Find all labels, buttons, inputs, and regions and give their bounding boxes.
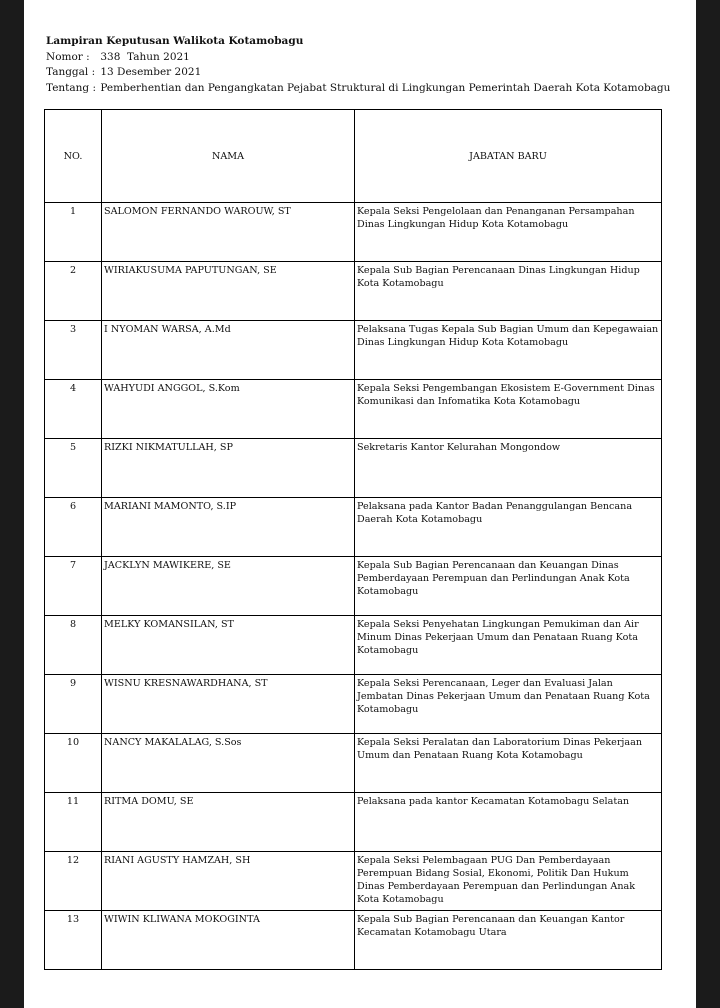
cell-nama: I NYOMAN WARSA, A.Md	[102, 321, 355, 380]
header-row-tanggal	[46, 65, 670, 81]
table-row	[45, 380, 662, 439]
header-key-tentang: Tentang	[46, 81, 90, 94]
cell-jabatan: Kepala Seksi Pengembangan Ekosistem E-Government Dinas Komunikasi dan Infomatika Kota Kotamobagu	[355, 380, 662, 439]
table-header-row	[45, 110, 662, 203]
cell-jabatan: Sekretaris Kantor Kelurahan Mongondow	[355, 439, 662, 498]
cell-no: 7	[45, 557, 102, 616]
cell-nama: RITMA DOMU, SE	[102, 793, 355, 852]
header-value-tentang: Pemberhentian dan Pengangkatan Pejabat Struktural di Lingkungan Pemerintah Daerah Kota Kotamobagu	[100, 81, 671, 94]
cell-nama: WISNU KRESNAWARDHANA, ST	[102, 675, 355, 734]
header-key-nomor: Nomor	[46, 50, 83, 63]
cell-no: 5	[45, 439, 102, 498]
cell-no: 8	[45, 616, 102, 675]
header-row-nomor	[46, 50, 670, 66]
cell-no: 10	[45, 734, 102, 793]
column-header-no: NO.	[45, 110, 102, 203]
cell-jabatan: Kepala Sub Bagian Perencanaan dan Keuangan Dinas Pemberdayaan Perempuan dan Perlindungan Anak Kota Kotamobagu	[355, 557, 662, 616]
cell-jabatan: Kepala Seksi Perencanaan, Leger dan Evaluasi Jalan Jembatan Dinas Pekerjaan Umum dan Penataan Ruang Kota Kotamobagu	[355, 675, 662, 734]
cell-no: 3	[45, 321, 102, 380]
table-row	[45, 262, 662, 321]
cell-nama: WAHYUDI ANGGOL, S.Kom	[102, 380, 355, 439]
cell-jabatan: Kepala Seksi Pelembagaan PUG Dan Pemberdayaan Perempuan Bidang Sosial, Ekonomi, Politik Dan Hukum Dinas Pemberdayaan Perempuan dan Perlindungan Anak Kota Kotamobagu	[355, 852, 662, 911]
cell-nama: WIRIAKUSUMA PAPUTUNGAN, SE	[102, 262, 355, 321]
cell-nama: RIANI AGUSTY HAMZAH, SH	[102, 852, 355, 911]
cell-jabatan: Pelaksana pada kantor Kecamatan Kotamobagu Selatan	[355, 793, 662, 852]
cell-no: 11	[45, 793, 102, 852]
cell-no: 13	[45, 911, 102, 970]
cell-nama: JACKLYN MAWIKERE, SE	[102, 557, 355, 616]
cell-nama: MELKY KOMANSILAN, ST	[102, 616, 355, 675]
cell-nama: MARIANI MAMONTO, S.IP	[102, 498, 355, 557]
table-row	[45, 793, 662, 852]
cell-nama: RIZKI NIKMATULLAH, SP	[102, 439, 355, 498]
cell-no: 9	[45, 675, 102, 734]
header-sep-tentang: :	[92, 81, 97, 94]
header-sep-nomor: :	[86, 50, 90, 63]
header-row-tentang	[46, 81, 670, 97]
document-page	[24, 0, 696, 1008]
cell-no: 1	[45, 203, 102, 262]
cell-jabatan: Pelaksana Tugas Kepala Sub Bagian Umum dan Kepegawaian Dinas Lingkungan Hidup Kota Kotamobagu	[355, 321, 662, 380]
table-row	[45, 557, 662, 616]
cell-jabatan: Kepala Sub Bagian Perencanaan Dinas Lingkungan Hidup Kota Kotamobagu	[355, 262, 662, 321]
table-row	[45, 675, 662, 734]
header-key-tanggal: Tanggal	[46, 66, 89, 78]
cell-nama: SALOMON FERNANDO WAROUW, ST	[102, 203, 355, 262]
table-row	[45, 616, 662, 675]
cell-jabatan: Kepala Seksi Penyehatan Lingkungan Pemukiman dan Air Minum Dinas Pekerjaan Umum dan Penataan Ruang Kota Kotamobagu	[355, 616, 662, 675]
table-row	[45, 439, 662, 498]
cell-nama: WIWIN KLIWANA MOKOGINTA	[102, 911, 355, 970]
table-row	[45, 498, 662, 557]
column-header-jabatan: JABATAN BARU	[355, 110, 662, 203]
table-row	[45, 734, 662, 793]
cell-no: 2	[45, 262, 102, 321]
cell-jabatan: Kepala Sub Bagian Perencanaan dan Keuangan Kantor Kecamatan Kotamobagu Utara	[355, 911, 662, 970]
header-title: Lampiran Keputusan Walikota Kotamobagu	[46, 35, 304, 47]
cell-no: 4	[45, 380, 102, 439]
cell-jabatan: Kepala Seksi Pengelolaan dan Penanganan Persampahan Dinas Lingkungan Hidup Kota Kotamobagu	[355, 203, 662, 262]
cell-jabatan: Kepala Seksi Peralatan dan Laboratorium Dinas Pekerjaan Umum dan Penataan Ruang Kota Kotamobagu	[355, 734, 662, 793]
header-value-tanggal: 13 Desember 2021	[100, 66, 202, 78]
cell-jabatan: Pelaksana pada Kantor Badan Penanggulangan Bencana Daerah Kota Kotamobagu	[355, 498, 662, 557]
table-row	[45, 852, 662, 911]
appointment-table	[44, 109, 662, 970]
table-row	[45, 321, 662, 380]
cell-no: 12	[45, 852, 102, 911]
header-sep-tanggal: :	[91, 66, 96, 78]
table-row	[45, 911, 662, 970]
document-header	[46, 34, 670, 96]
header-value-nomor: 338 Tahun 2021	[100, 50, 190, 63]
table-row	[45, 203, 662, 262]
cell-nama: NANCY MAKALALAG, S.Sos	[102, 734, 355, 793]
column-header-nama: NAMA	[102, 110, 355, 203]
cell-no: 6	[45, 498, 102, 557]
